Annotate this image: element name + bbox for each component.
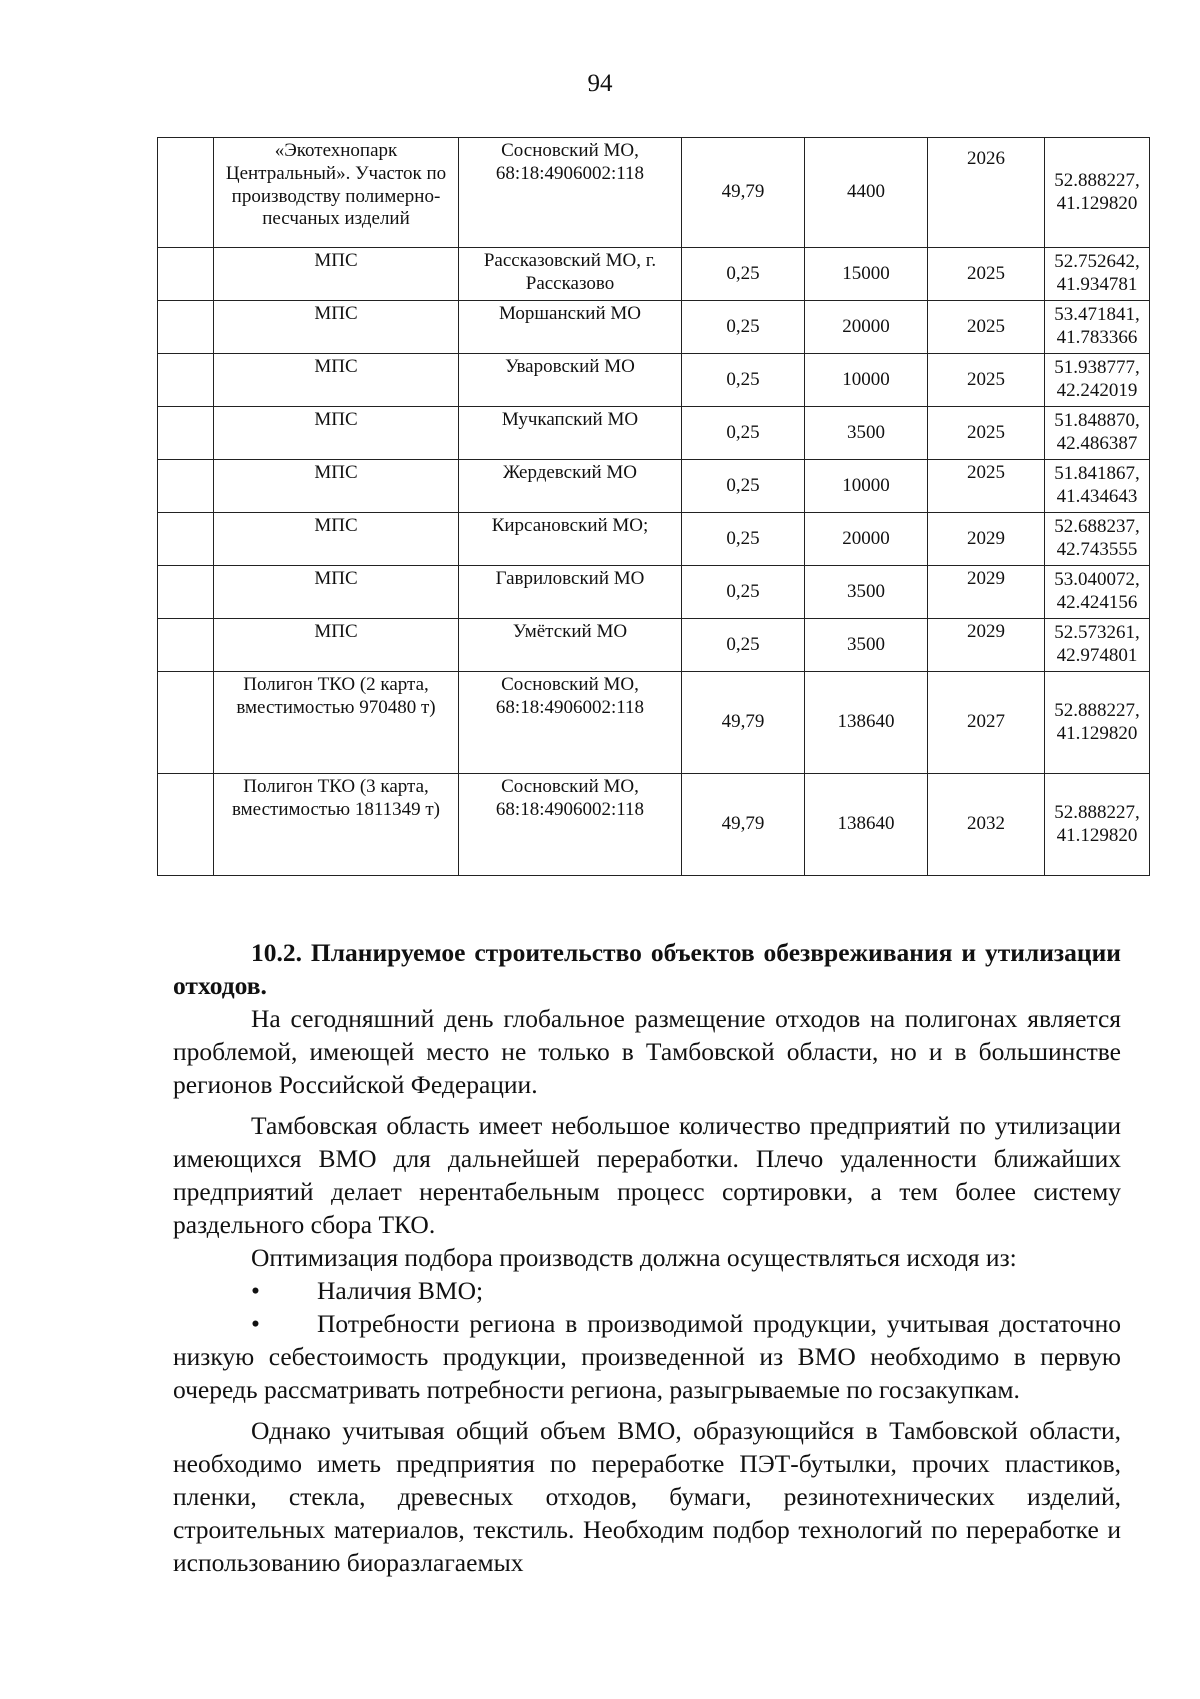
facility-location: Рассказовский МО, г. Рассказово <box>459 248 682 301</box>
table-row <box>158 672 1150 774</box>
facility-year: 2029 <box>928 566 1045 619</box>
facility-location: Уваровский МО <box>459 354 682 407</box>
facility-year: 2025 <box>928 460 1045 513</box>
facility-location: Мучкапский МО <box>459 407 682 460</box>
page-number: 94 <box>587 70 613 97</box>
facility-location: Умётский МО <box>459 619 682 672</box>
facilities-table <box>157 137 1150 876</box>
facility-coordinates: 53.471841, 41.783366 <box>1045 301 1150 354</box>
table-row <box>158 407 1150 460</box>
facility-capacity: 20000 <box>805 513 928 566</box>
facility-area: 0,25 <box>682 619 805 672</box>
paragraph: Тамбовская область имеет небольшое количество предприятий по утилизации имеющихся ВМО для дальнейшей переработки. Плечо удаленности ближайших предприятий делает нерентабельным процесс сортировки, а тем более систему раздельного сбора ТКО. <box>173 1111 1121 1239</box>
paragraph: На сегодняшний день глобальное размещение отходов на полигонах является проблемой, имеющей место не только в Тамбовской области, но и в большинстве регионов Российской Федерации. <box>173 1004 1121 1099</box>
table-row <box>158 460 1150 513</box>
facility-capacity: 138640 <box>805 672 928 774</box>
paragraph: Оптимизация подбора производств должна осуществляться исходя из: <box>251 1243 1017 1272</box>
facility-location: Сосновский МО, 68:18:4906002:118 <box>459 672 682 774</box>
row-number-cell <box>158 138 214 248</box>
facility-name: МПС <box>214 513 459 566</box>
facility-year: 2026 <box>928 138 1045 248</box>
table-row <box>158 566 1150 619</box>
facility-area: 49,79 <box>682 672 805 774</box>
facility-coordinates: 51.938777, 42.242019 <box>1045 354 1150 407</box>
facility-coordinates: 52.573261, 42.974801 <box>1045 619 1150 672</box>
table-row <box>158 248 1150 301</box>
facility-year: 2029 <box>928 619 1045 672</box>
facility-coordinates: 53.040072, 42.424156 <box>1045 566 1150 619</box>
facility-area: 49,79 <box>682 774 805 876</box>
bullet-item <box>173 1307 1121 1406</box>
table-row <box>158 774 1150 876</box>
facility-capacity: 10000 <box>805 354 928 407</box>
facility-capacity: 10000 <box>805 460 928 513</box>
facility-year: 2025 <box>928 407 1045 460</box>
facility-year: 2032 <box>928 774 1045 876</box>
facility-coordinates: 52.888227, 41.129820 <box>1045 138 1150 248</box>
facility-year: 2025 <box>928 301 1045 354</box>
facility-coordinates: 52.888227, 41.129820 <box>1045 672 1150 774</box>
facility-capacity: 3500 <box>805 407 928 460</box>
table-row <box>158 513 1150 566</box>
row-number-cell <box>158 513 214 566</box>
facility-name: МПС <box>214 301 459 354</box>
facility-name: МПС <box>214 407 459 460</box>
facility-location: Сосновский МО, 68:18:4906002:118 <box>459 138 682 248</box>
facility-name: «Экотехнопарк Центральный». Участок по производству полимерно-песчаных изделий <box>214 138 459 248</box>
table-row <box>158 619 1150 672</box>
facility-location: Сосновский МО, 68:18:4906002:118 <box>459 774 682 876</box>
facility-capacity: 3500 <box>805 566 928 619</box>
facility-capacity: 4400 <box>805 138 928 248</box>
section-heading: 10.2. Планируемое строительство объектов обезвреживания и утилизации отходов. <box>173 938 1121 1000</box>
facility-capacity: 3500 <box>805 619 928 672</box>
facility-area: 0,25 <box>682 460 805 513</box>
row-number-cell <box>158 354 214 407</box>
facility-coordinates: 52.752642, 41.934781 <box>1045 248 1150 301</box>
facility-area: 0,25 <box>682 354 805 407</box>
facility-area: 0,25 <box>682 301 805 354</box>
bullet-text: Потребности региона в производимой продукции, учитывая достаточно низкую себестоимость продукции, произведенной из ВМО необходимо в первую очередь рассматривать потребности региона, разыгрываемые по госзакупкам. <box>173 1309 1121 1404</box>
facility-name: МПС <box>214 566 459 619</box>
table-row <box>158 354 1150 407</box>
row-number-cell <box>158 301 214 354</box>
row-number-cell <box>158 460 214 513</box>
bullet-icon: • <box>251 1309 260 1338</box>
facility-name: МПС <box>214 248 459 301</box>
facility-name: Полигон ТКО (3 карта, вместимостью 1811349 т) <box>214 774 459 876</box>
facility-location: Кирсановский МО; <box>459 513 682 566</box>
facility-location: Моршанский МО <box>459 301 682 354</box>
facility-capacity: 15000 <box>805 248 928 301</box>
bullet-icon: • <box>251 1276 260 1305</box>
facility-location: Жердевский МО <box>459 460 682 513</box>
facility-name: МПС <box>214 460 459 513</box>
row-number-cell <box>158 774 214 876</box>
bullet-item <box>173 1274 1121 1307</box>
facility-coordinates: 52.888227, 41.129820 <box>1045 774 1150 876</box>
facility-coordinates: 52.688237, 42.743555 <box>1045 513 1150 566</box>
section-10-2 <box>173 936 1121 1579</box>
facility-year: 2025 <box>928 354 1045 407</box>
row-number-cell <box>158 248 214 301</box>
facility-name: МПС <box>214 619 459 672</box>
facility-coordinates: 51.841867, 41.434643 <box>1045 460 1150 513</box>
facility-capacity: 20000 <box>805 301 928 354</box>
facility-area: 0,25 <box>682 513 805 566</box>
row-number-cell <box>158 672 214 774</box>
table-row <box>158 138 1150 248</box>
facility-location: Гавриловский МО <box>459 566 682 619</box>
facility-coordinates: 51.848870, 42.486387 <box>1045 407 1150 460</box>
row-number-cell <box>158 566 214 619</box>
facility-name: МПС <box>214 354 459 407</box>
facility-year: 2029 <box>928 513 1045 566</box>
facility-capacity: 138640 <box>805 774 928 876</box>
facility-year: 2025 <box>928 248 1045 301</box>
bullet-text: Наличия ВМО; <box>317 1276 484 1305</box>
facility-name: Полигон ТКО (2 карта, вместимостью 970480 т) <box>214 672 459 774</box>
row-number-cell <box>158 407 214 460</box>
facility-area: 0,25 <box>682 407 805 460</box>
table-row <box>158 301 1150 354</box>
row-number-cell <box>158 619 214 672</box>
facility-area: 0,25 <box>682 248 805 301</box>
facility-year: 2027 <box>928 672 1045 774</box>
facility-area: 49,79 <box>682 138 805 248</box>
facility-area: 0,25 <box>682 566 805 619</box>
paragraph: Однако учитывая общий объем ВМО, образующийся в Тамбовской области, необходимо иметь предприятия по переработке ПЭТ-бутылки, прочих пластиков, пленки, стекла, древесных отходов, бумаги, резинотехнических изделий, строительных материалов, текстиль. Необходим подбор технологий по переработке и использованию биоразлагаемых <box>173 1416 1121 1577</box>
